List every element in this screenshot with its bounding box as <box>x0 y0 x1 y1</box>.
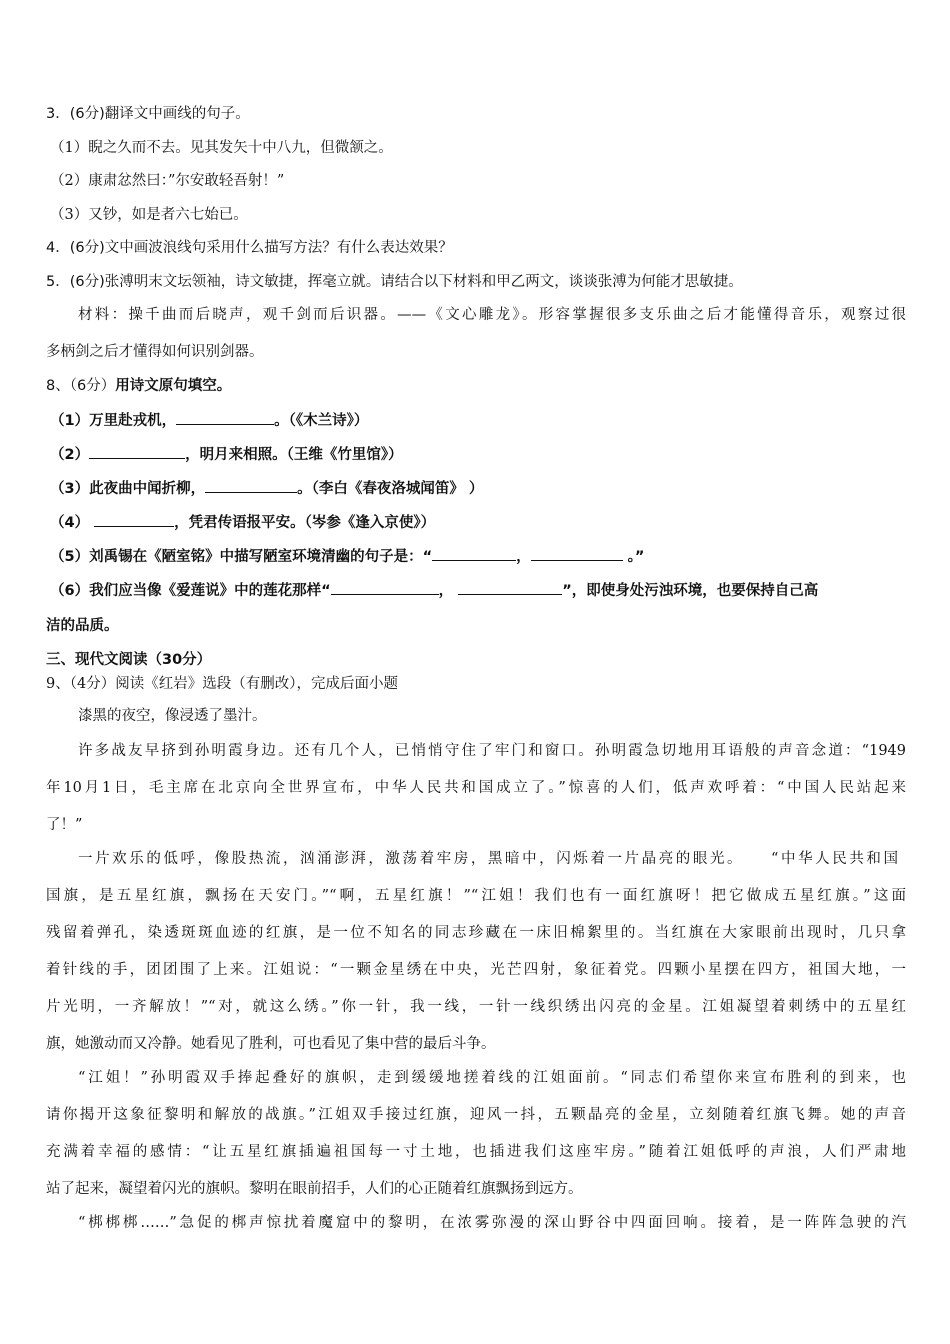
passage-line: 片光明，一齐解放！”“对，就这么绣。”你一针，我一线，一针一线织绣出闪亮的金星。江姐凝望着刺绣中的五星红 <box>46 999 906 1015</box>
answer-blank-5a[interactable] <box>432 544 516 561</box>
q8-item-5 <box>50 544 644 567</box>
q5-material-line-2: 多柄剑之后才懂得如何识别剑器。 <box>46 344 264 360</box>
q8-instruction: 用诗文原句填空。 <box>115 378 232 394</box>
passage-line: 漆黑的夜空，像浸透了墨汁。 <box>78 708 267 724</box>
q8-item-6-text: （6）我们应当像《爱莲说》中的莲花那样“ <box>50 583 331 599</box>
q4-heading: 4．(6分)文中画波浪线句采用什么描写方法？有什么表达效果？ <box>46 240 453 256</box>
q8-item-4-number: （4） <box>50 515 95 531</box>
q8-item-2-text: ，明月来相照。（王维《竹里馆》） <box>185 447 403 463</box>
q3-sentence-1: （1）睨之久而不去。见其发矢十中八九，但微颔之。 <box>50 140 393 156</box>
passage-line: 了！” <box>46 817 83 833</box>
q8-item-5-end: 。” <box>622 549 645 565</box>
q8-item-6-comma: ， <box>438 583 459 599</box>
passage-line: 国旗，是五星红旗，飘扬在天安门。”“啊，五星红旗！”“江姐！我们也有一面红旗呀！把它做成五星红旗。”这面 <box>46 888 906 904</box>
passage-line: 旗，她激动而又冷静。她看见了胜利，可也看见了集中营的最后斗争。 <box>46 1036 496 1052</box>
q8-item-3-text: （3）此夜曲中闻折柳， <box>50 481 206 497</box>
passage-line: 许多战友早挤到孙明霞身边。还有几个人，已悄悄守住了牢门和窗口。孙明霞急切地用耳语般的声音念道：“1949 <box>78 743 906 759</box>
q8-number: 8、（6分） <box>46 378 116 394</box>
q8-item-3-source: 。（李白《春夜洛城闻笛》 ） <box>297 481 484 497</box>
q8-item-6-tail: ”，即使身处污浊环境，也要保持自己高 <box>562 583 819 599</box>
q8-item-4 <box>50 510 435 533</box>
section-3-title: 三、现代文阅读（30分） <box>46 652 212 668</box>
passage-line: 残留着弹孔，染透斑斑血迹的红旗，是一位不知名的同志珍藏在一床旧棉絮里的。当红旗在大家眼前出现时，几只拿 <box>46 925 906 941</box>
answer-blank-4[interactable] <box>94 510 174 527</box>
q8-item-4-text: ，凭君传语报平安。（岑参《逢入京使》） <box>174 515 436 531</box>
q3-sentence-3: （3）又钞，如是者六七始已。 <box>50 207 248 223</box>
q8-item-6-continued: 洁的品质。 <box>46 618 119 634</box>
q3-sentence-2: （2）康肃忿然曰：”尔安敢轻吾射！” <box>50 173 285 189</box>
passage-line: 着针线的手，团团围了上来。江姐说：“一颗金星绣在中央，光芒四射，象征着党。四颗小星摆在四方，祖国大地，一 <box>46 962 906 978</box>
passage-line: 年10月1日，毛主席在北京向全世界宣布，中华人民共和国成立了。”惊喜的人们，低声欢呼着：“中国人民站起来 <box>46 780 906 796</box>
q5-material-line-1: 材料：操千曲而后晓声，观千剑而后识器。——《文心雕龙》。形容掌握很多支乐曲之后才能懂得音乐，观察过很 <box>78 307 906 323</box>
q8-item-2-number: （2） <box>50 447 90 463</box>
q8-heading <box>46 376 231 396</box>
q8-item-1-source: 。（《木兰诗》） <box>274 413 369 429</box>
passage-line: “江姐！”孙明霞双手捧起叠好的旗帜，走到缓缓地搓着线的江姐面前。“同志们希望你来宣布胜利的到来，也 <box>78 1070 906 1086</box>
answer-blank-6a[interactable] <box>331 578 439 595</box>
passage-line: 请你揭开这象征黎明和解放的战旗。”江姐双手接过红旗，迎风一抖，五颗晶亮的金星，立刻随着红旗飞舞。她的声音 <box>46 1107 906 1123</box>
answer-blank-1[interactable] <box>176 408 274 425</box>
answer-blank-6b[interactable] <box>458 578 562 595</box>
answer-blank-2[interactable] <box>89 442 185 459</box>
q8-item-5-comma: ， <box>516 549 531 565</box>
q3-heading: 3．(6分)翻译文中画线的句子。 <box>46 106 250 122</box>
passage-line: 一片欢乐的低呼，像股热流，汹涌澎湃，激荡着牢房，黑暗中，闪烁着一片晶亮的眼光。 “中华人民共和国 <box>78 851 898 867</box>
q5-heading: 5．(6分)张溥明末文坛领袖，诗文敏捷，挥毫立就。请结合以下材料和甲乙两文，谈谈张溥为何能才思敏捷。 <box>46 274 743 290</box>
q8-item-1-text: （1）万里赴戎机， <box>50 413 177 429</box>
q8-item-5-text: （5）刘禹锡在《陋室铭》中描写陋室环境清幽的句子是：“ <box>50 549 433 565</box>
passage-line: 站了起来，凝望着闪光的旗帜。黎明在眼前招手，人们的心正随着红旗飘扬到远方。 <box>46 1181 583 1197</box>
q8-item-2 <box>50 442 403 465</box>
q9-heading: 9、（4分）阅读《红岩》选段（有删改），完成后面小题 <box>46 676 398 692</box>
q8-item-1 <box>50 408 368 431</box>
passage-line: “梆梆梆……”急促的梆声惊扰着魔窟中的黎明，在浓雾弥漫的深山野谷中四面回响。接着，是一阵阵急驶的汽 <box>78 1215 906 1231</box>
q8-item-3 <box>50 476 483 499</box>
passage-line: 充满着幸福的感情：“让五星红旗插遍祖国每一寸土地，也插进我们这座牢房。”随着江姐低呼的声浪，人们严肃地 <box>46 1144 906 1160</box>
q8-item-6 <box>50 578 818 601</box>
answer-blank-3[interactable] <box>205 476 297 493</box>
answer-blank-5b[interactable] <box>531 544 623 561</box>
